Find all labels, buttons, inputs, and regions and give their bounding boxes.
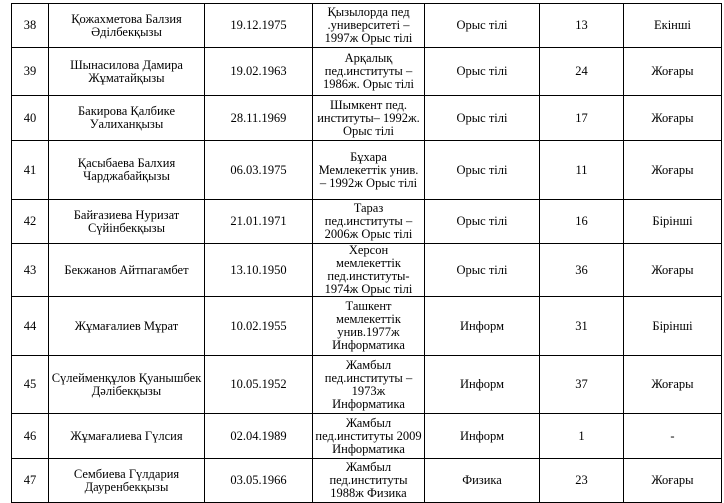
category: - <box>624 414 722 459</box>
teacher-name: Қасыбаева Балхия Чарджабайқызы <box>49 141 205 200</box>
birth-date: 06.03.1975 <box>205 141 313 200</box>
subject: Орыс тілі <box>425 200 540 244</box>
birth-date: 13.10.1950 <box>205 244 313 297</box>
experience: 1 <box>540 414 624 459</box>
row-number: 44 <box>12 297 49 356</box>
subject: Орыс тілі <box>425 96 540 141</box>
teacher-name: Жұмағалиев Мұрат <box>49 297 205 356</box>
birth-date: 21.01.1971 <box>205 200 313 244</box>
row-number: 42 <box>12 200 49 244</box>
birth-date: 03.05.1966 <box>205 459 313 503</box>
education: Қызылорда пед .университеті – 1997ж Орыс тілі <box>313 4 425 48</box>
education: Тараз пед.институты – 2006ж Орыс тілі <box>313 200 425 244</box>
row-number: 43 <box>12 244 49 297</box>
birth-date: 10.02.1955 <box>205 297 313 356</box>
teacher-name: Қожахметова Балзия Әділбекқызы <box>49 4 205 48</box>
experience: 24 <box>540 48 624 96</box>
subject: Информ <box>425 356 540 414</box>
subject: Орыс тілі <box>425 141 540 200</box>
category: Жоғары <box>624 244 722 297</box>
table-row <box>12 459 722 503</box>
row-number: 39 <box>12 48 49 96</box>
teacher-name: Бакирова Қалбике Уалиханқызы <box>49 96 205 141</box>
row-number: 46 <box>12 414 49 459</box>
table-row <box>12 200 722 244</box>
birth-date: 28.11.1969 <box>205 96 313 141</box>
subject: Информ <box>425 297 540 356</box>
teacher-name: Жұмағалиева Гүлсия <box>49 414 205 459</box>
education: Жамбыл пед.институты 2009 Информатика <box>313 414 425 459</box>
subject: Физика <box>425 459 540 503</box>
table-row <box>12 141 722 200</box>
row-number: 45 <box>12 356 49 414</box>
education: Жамбыл пед.институты 1988ж Физика <box>313 459 425 503</box>
experience: 13 <box>540 4 624 48</box>
row-number: 38 <box>12 4 49 48</box>
table-row <box>12 356 722 414</box>
teacher-name: Сембиева Гүлдария Дауренбекқызы <box>49 459 205 503</box>
table-row <box>12 414 722 459</box>
experience: 17 <box>540 96 624 141</box>
birth-date: 19.02.1963 <box>205 48 313 96</box>
experience: 11 <box>540 141 624 200</box>
education: Арқалық пед.институты – 1986ж. Орыс тілі <box>313 48 425 96</box>
experience: 16 <box>540 200 624 244</box>
birth-date: 02.04.1989 <box>205 414 313 459</box>
category: Жоғары <box>624 141 722 200</box>
teacher-name: Сүлейменқұлов Қуанышбек Дәлібекқызы <box>49 356 205 414</box>
experience: 37 <box>540 356 624 414</box>
table-row <box>12 96 722 141</box>
category: Бірінші <box>624 200 722 244</box>
table-row <box>12 48 722 96</box>
subject: Орыс тілі <box>425 48 540 96</box>
subject: Информ <box>425 414 540 459</box>
row-number: 47 <box>12 459 49 503</box>
education: Херсон мемлекеттік пед.институты- 1974ж Орыс тілі <box>313 244 425 297</box>
education: Ташкент мемлекеттік унив.1977ж Информатика <box>313 297 425 356</box>
birth-date: 19.12.1975 <box>205 4 313 48</box>
teacher-name: Шынасилова Дамира Жұматайқызы <box>49 48 205 96</box>
experience: 36 <box>540 244 624 297</box>
teachers-table <box>11 3 722 503</box>
category: Жоғары <box>624 459 722 503</box>
experience: 31 <box>540 297 624 356</box>
teacher-name: Байғазиева Нуризат Сүйінбекқызы <box>49 200 205 244</box>
category: Жоғары <box>624 48 722 96</box>
category: Жоғары <box>624 96 722 141</box>
subject: Орыс тілі <box>425 4 540 48</box>
table-row <box>12 4 722 48</box>
birth-date: 10.05.1952 <box>205 356 313 414</box>
table-row <box>12 297 722 356</box>
subject: Орыс тілі <box>425 244 540 297</box>
education: Шымкент пед. институты– 1992ж. Орыс тілі <box>313 96 425 141</box>
category: Екінші <box>624 4 722 48</box>
row-number: 41 <box>12 141 49 200</box>
teacher-name: Бекжанов Айтпагамбет <box>49 244 205 297</box>
category: Жоғары <box>624 356 722 414</box>
category: Бірінші <box>624 297 722 356</box>
table-row <box>12 244 722 297</box>
education: Жамбыл пед.институты – 1973ж Информатика <box>313 356 425 414</box>
education: Бұхара Мемлекеттік унив. – 1992ж Орыс тілі <box>313 141 425 200</box>
row-number: 40 <box>12 96 49 141</box>
experience: 23 <box>540 459 624 503</box>
